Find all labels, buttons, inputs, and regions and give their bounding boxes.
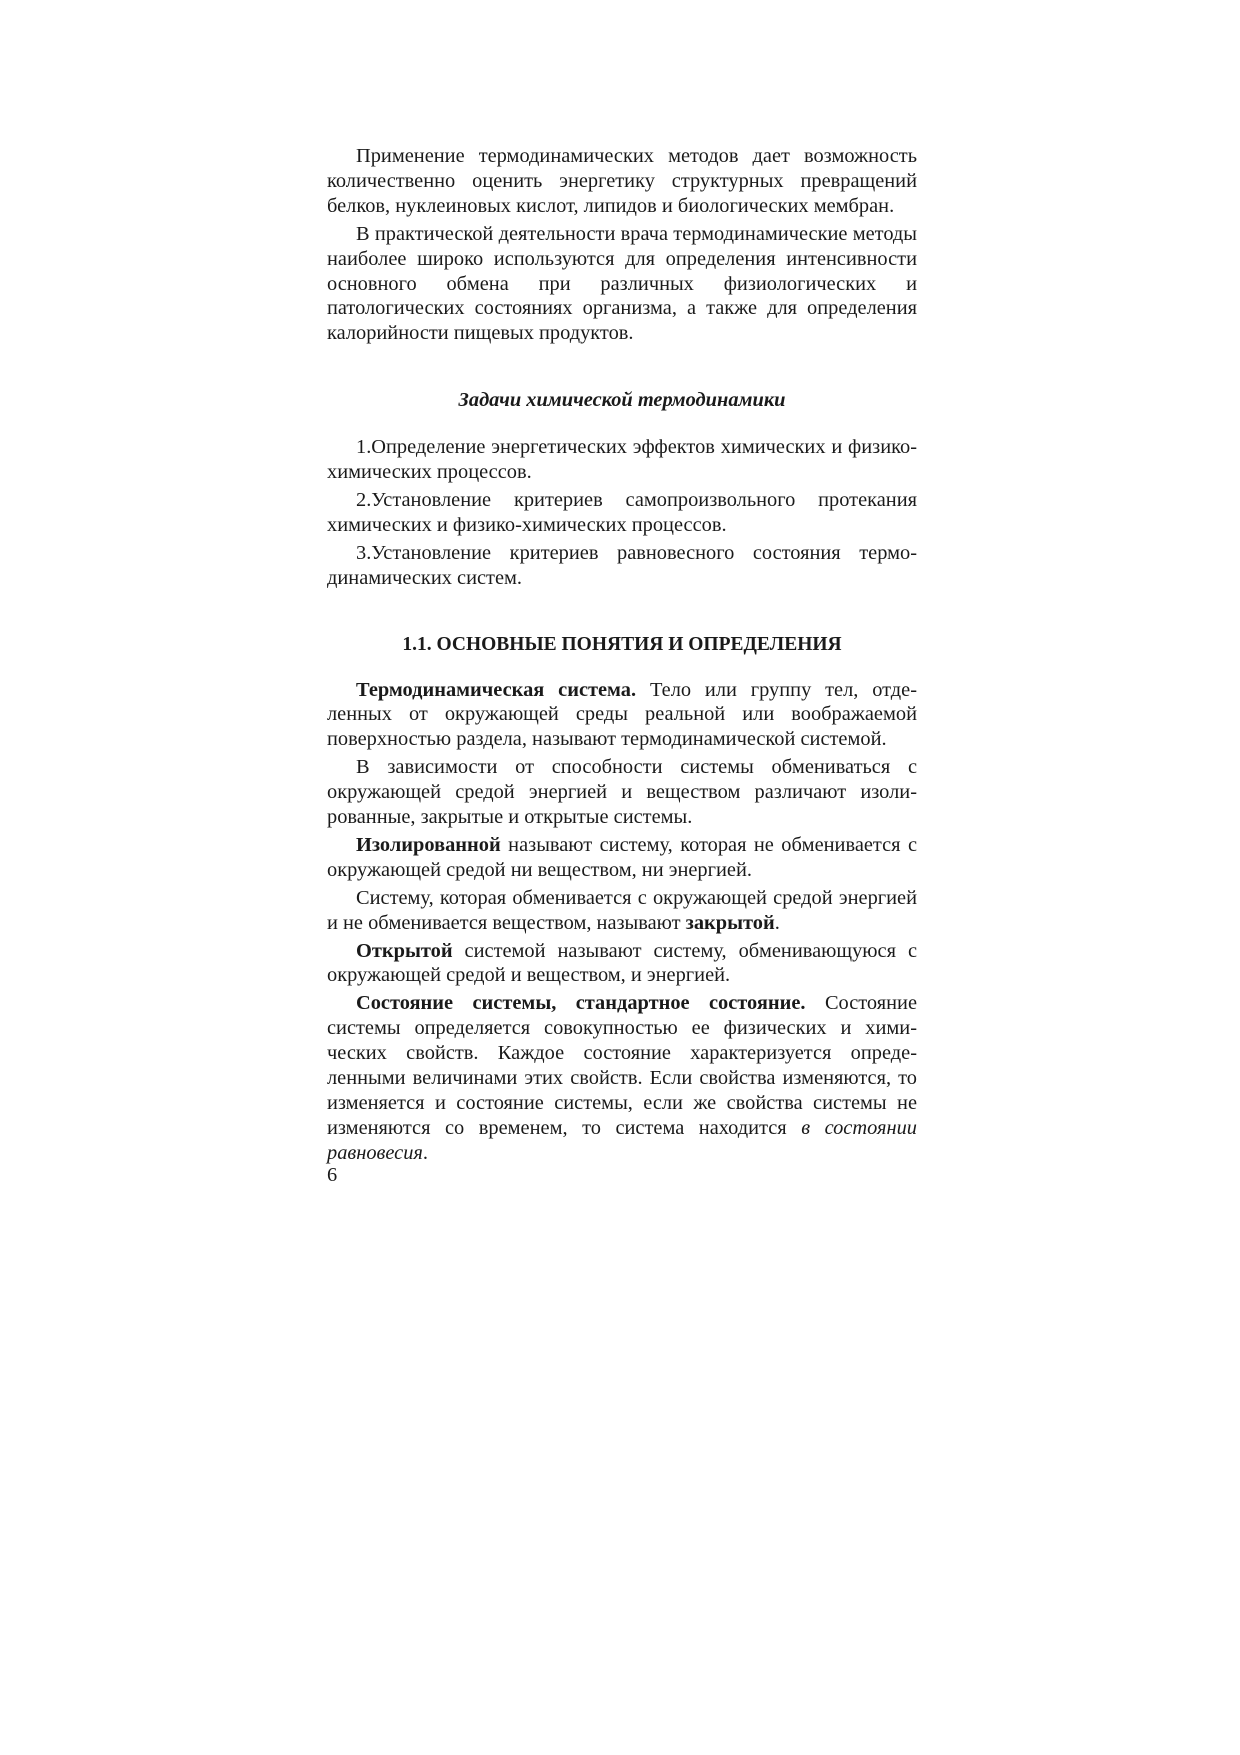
task-item-2: 2.Установление критериев самопроизвольного протекания химических и физико-химических процессов. bbox=[327, 488, 917, 536]
page-body bbox=[327, 144, 917, 1166]
page-number: 6 bbox=[327, 1164, 338, 1186]
definition-text: Тело или группу тел, отделенных от окружающей среды реальной или воображаемой поверхностью раздела, называют термодинамической системой. bbox=[327, 678, 917, 751]
intro-paragraph-2: В практической деятельности врача термодинамические методы наиболее широко используются для определения интенсивности основного обмена при различных физиологических и патологических состояниях организма, а также для определения калорийности пищевых продуктов. bbox=[327, 222, 917, 345]
tasks-heading: Задачи химической термодинамики bbox=[458, 389, 786, 412]
intro-paragraph-1: Применение термодинамических методов дает возможность количественно оценить энергетику структурных превращений белков, нуклеиновых кислот, липидов и биологических мембран. bbox=[327, 145, 917, 217]
term-system-state: Состояние системы, стандартное состояние. bbox=[356, 992, 806, 1015]
section-heading: 1.1. ОСНОВНЫЕ ПОНЯТИЯ И ОПРЕДЕЛЕНИЯ bbox=[402, 633, 842, 655]
definition-closed-system bbox=[327, 886, 917, 936]
term-closed: закрытой bbox=[685, 911, 775, 934]
term-thermodynamic-system: Термодинамическая система. bbox=[356, 678, 637, 701]
tasks-list bbox=[327, 435, 917, 590]
definition-isolated-system bbox=[327, 833, 917, 883]
definition-system-state bbox=[327, 991, 917, 1165]
term-open: Открытой bbox=[356, 939, 453, 962]
definition-end: . bbox=[774, 911, 780, 934]
definition-end: . bbox=[422, 1141, 429, 1164]
definition-open-system bbox=[327, 939, 917, 989]
task-item-3: 3.Установление критериев равновесного состояния термодинамических систем. bbox=[327, 541, 917, 589]
term-equilibrium: в состоянии равновесия bbox=[327, 1116, 917, 1164]
definition-text: Систему, которая обменивается с окружающей средой энергией и не обменивается веществом, называют bbox=[327, 886, 917, 934]
definition-thermodynamic-system bbox=[327, 678, 917, 753]
term-isolated: Изолированной bbox=[356, 833, 501, 856]
definition-text: называют систему, которая не обменивается с окружающей средой ни веществом, ни энергией. bbox=[327, 833, 917, 881]
task-item-1: 1.Определение энергетических эффектов химических и физико-химических процессов. bbox=[327, 436, 917, 484]
definition-text: Состояние системы определяется совокупностью ее физических и химических свойств. Каждое состояние характеризуется определенными величинами этих свойств. Если свойства изменяются, то изменяется и состояние системы, если же свойства системы не изменяются со временем, то система находится bbox=[327, 992, 917, 1139]
systems-classification-paragraph: В зависимости от способности системы обмениваться с окружающей средой энергией и веществом различают изолированные, закрытые и открытые системы. bbox=[327, 756, 917, 829]
definition-text: системой называют систему, обменивающуюся с окружающей средой и веществом, и энергией. bbox=[327, 939, 917, 987]
